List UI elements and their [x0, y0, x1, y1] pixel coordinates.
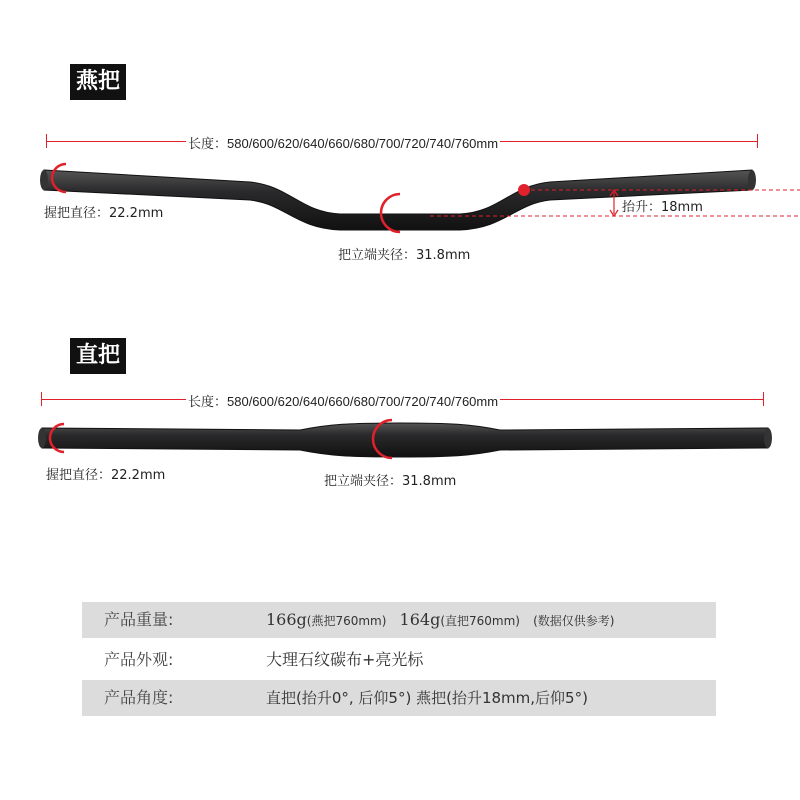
riser-weight: 166g	[266, 610, 307, 629]
spec-row-angle	[82, 680, 716, 716]
spec-weight-value	[266, 602, 614, 639]
spec-appearance-value: 大理石纹碳布+亮光标	[266, 650, 424, 669]
flat-grip-label: 握把直径：22.2mm	[46, 468, 166, 483]
flat-weight-note: (直把760mm)	[440, 614, 520, 628]
spec-row-weight	[82, 602, 716, 638]
riser-rise-label: 抬升：18mm	[622, 200, 703, 215]
flat-weight: 164g	[399, 610, 441, 629]
spec-weight-key: 产品重量:	[104, 610, 174, 629]
spec-angle-key: 产品角度:	[104, 688, 174, 707]
flat-bar-tag: 直把	[70, 338, 126, 374]
riser-length-label: 长度：580/600/620/640/660/680/700/720/740/760mm	[186, 133, 500, 152]
riser-weight-note: (燕把760mm)	[306, 614, 387, 628]
spec-row-appearance	[82, 642, 716, 678]
riser-clamp-label: 把立端夹径：31.8mm	[338, 248, 471, 263]
weight-disclaimer: (数据仅供参考)	[533, 614, 615, 628]
flat-length-label: 长度：580/600/620/640/660/680/700/720/740/760mm	[186, 391, 500, 410]
riser-grip-label: 握把直径：22.2mm	[44, 206, 164, 221]
riser-bar-tag: 燕把	[70, 64, 126, 100]
spec-angle-value: 直把(抬升0°, 后仰5°) 燕把(抬升18mm,后仰5°)	[266, 689, 588, 707]
flat-clamp-label: 把立端夹径：31.8mm	[324, 474, 457, 489]
spec-appearance-key: 产品外观:	[104, 650, 174, 669]
